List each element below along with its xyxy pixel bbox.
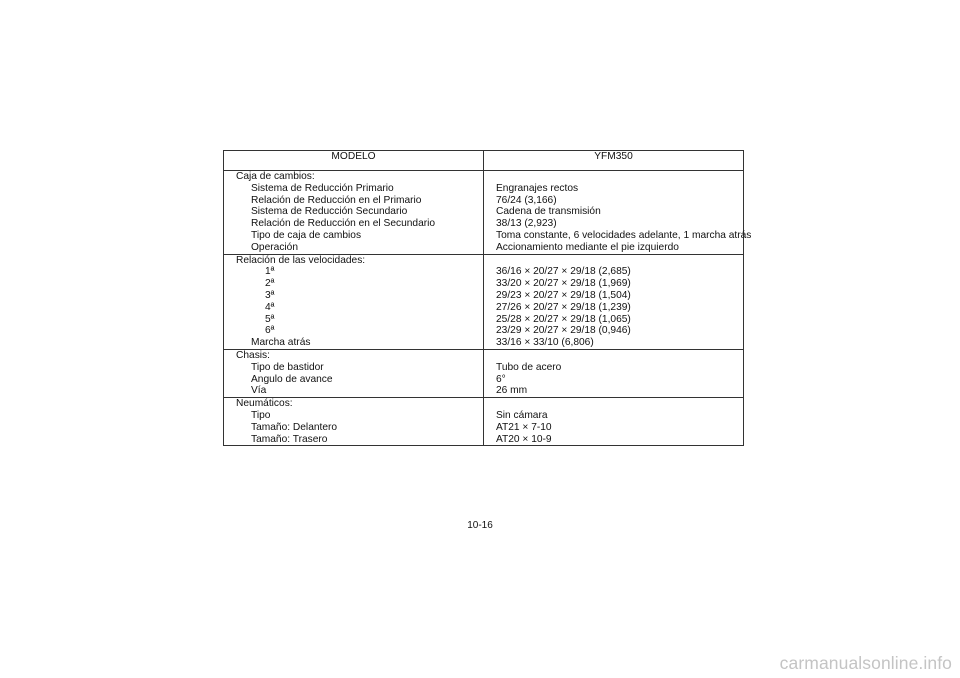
gear-label: 1ª [265,266,275,278]
model-label: MODELO [224,151,484,171]
transmission-value: 38/13 (2,923) [496,218,557,230]
chassis-label: Angulo de avance [251,373,333,385]
gear-ratios-heading: Relación de las velocidades: [236,254,366,266]
transmission-value: Engranajes rectos [496,182,579,194]
table-header-row [224,151,744,171]
chassis-value: 6° [496,373,506,385]
transmission-value: 76/24 (3,166) [496,194,557,206]
spec-table [223,150,752,446]
tires-value: AT21 × 7-10 [496,421,552,433]
transmission-label: Operación [251,241,299,253]
chassis-label: Vía [251,385,267,397]
chassis-heading: Chasis: [236,349,270,361]
gear-label: 3ª [265,289,275,301]
transmission-value: Accionamiento mediante el pie izquierdo [496,241,679,253]
chassis-label: Tipo de bastidor [251,361,324,373]
tires-value: Sin cámara [496,409,548,421]
gear-value: 27/26 × 20/27 × 29/18 (1,239) [496,301,631,313]
model-value: YFM350 [484,151,744,171]
gear-value: 33/20 × 20/27 × 29/18 (1,969) [496,278,631,290]
gear-value: 23/29 × 20/27 × 29/18 (0,946) [496,325,631,337]
transmission-group [224,171,744,255]
transmission-label: Tipo de caja de cambios [251,229,362,241]
gear-value: 25/28 × 20/27 × 29/18 (1,065) [496,313,631,325]
transmission-value: Toma constante, 6 velocidades adelante, 1 marcha atrás [496,229,752,241]
page-number: 10-16 [467,520,493,531]
gear-label: 6ª [265,325,275,337]
tires-label: Tamaño: Trasero [251,433,328,445]
tires-label: Tamaño: Delantero [251,421,338,433]
gear-label: 5ª [265,313,275,325]
tires-value: AT20 × 10-9 [496,433,552,445]
gear-value: 29/23 × 20/27 × 29/18 (1,504) [496,289,631,301]
tires-label: Tipo [251,409,271,421]
transmission-heading: Caja de cambios: [236,171,315,182]
gear-label: Marcha atrás [251,337,311,349]
watermark-text: carmanualsonline.info [779,653,952,673]
gear-value: 33/16 × 33/10 (6,806) [496,337,594,349]
gear-label: 4ª [265,301,275,313]
transmission-value: Cadena de transmisión [496,206,601,218]
gear-label: 2ª [265,278,275,290]
chassis-group [224,349,744,397]
transmission-label: Relación de Reducción en el Secundario [251,218,436,230]
chassis-value: Tubo de acero [496,361,562,373]
gear-value: 36/16 × 20/27 × 29/18 (2,685) [496,266,631,278]
transmission-label: Sistema de Reducción Primario [251,182,394,194]
tires-group [224,398,744,446]
gear-ratios-group [224,254,744,349]
transmission-label: Relación de Reducción en el Primario [251,194,422,206]
chassis-value: 26 mm [496,385,528,397]
transmission-label: Sistema de Reducción Secundario [251,206,408,218]
tires-heading: Neumáticos: [236,398,293,410]
